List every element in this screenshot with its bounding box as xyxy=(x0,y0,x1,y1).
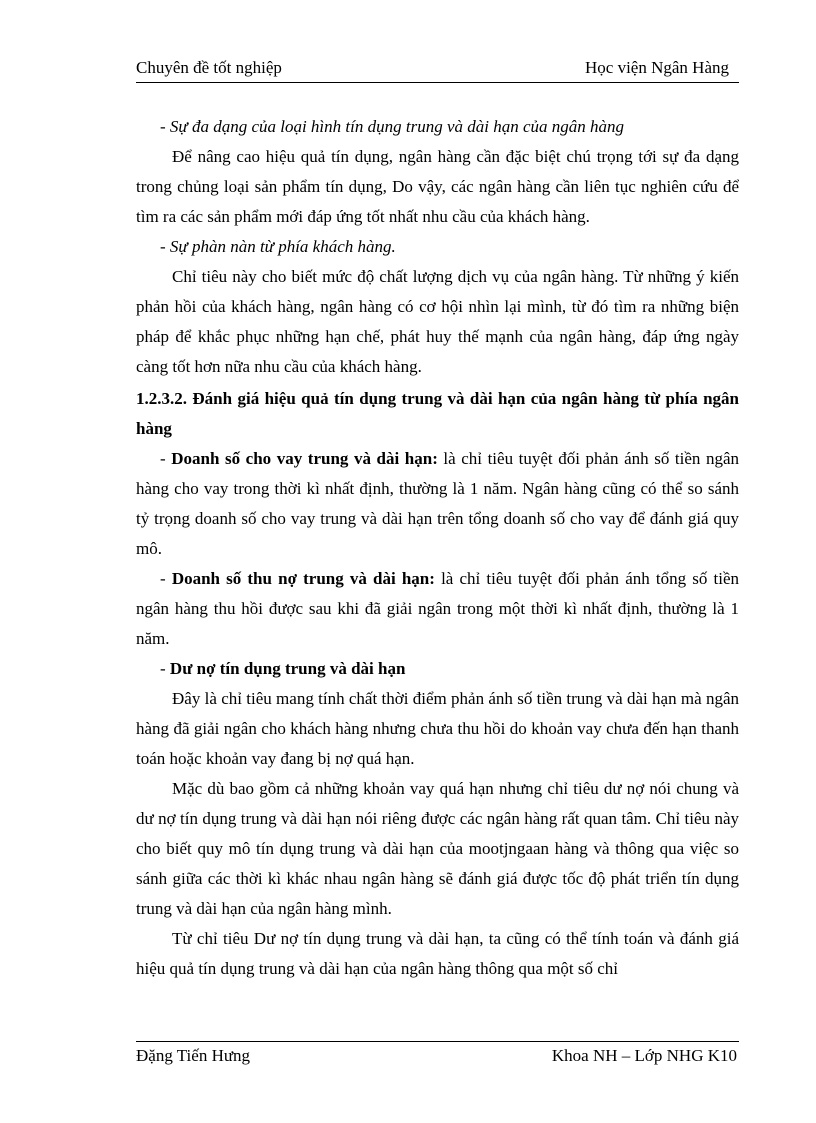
paragraph-outstanding-calculation: Từ chỉ tiêu Dư nợ tín dụng trung và dài hạn, ta cũng có thể tính toán và đánh giá hiệu quả tín dụng trung và dài hạn của ngân hàng thông qua một số chỉ xyxy=(136,929,739,978)
header-institution: Học viện Ngân Hàng xyxy=(585,58,729,77)
header-document-type: Chuyên đề tốt nghiệp xyxy=(136,58,282,77)
bullet-diversity: - Sự đa dạng của loại hình tín dụng trung và dài hạn của ngân hàng xyxy=(160,117,625,136)
footer-class: Khoa NH – Lớp NHG K10 xyxy=(551,1046,737,1065)
item-loan-sales: - Doanh số cho vay trung và dài hạn: là chỉ tiêu tuyệt đối phản ánh số tiền ngân hàng cho vay trong thời kì nhất định, thường là 1 năm. Ngân hàng cũng có thể so sánh tỷ trọng doanh số cho vay trung và dài hạn trên tổng doanh số cho vay để đánh giá quy mô. xyxy=(136,449,739,558)
bullet-diversity-text: Sự đa dạng của loại hình tín dụng trung và dài hạn của ngân hàng xyxy=(169,117,625,136)
paragraph-diversity: Để nâng cao hiệu quả tín dụng, ngân hàng cần đặc biệt chú trọng tới sự đa dạng trong chủng loại sản phẩm tín dụng, Do vậy, các ngân hàng cần liên tục nghiên cứu để tìm ra các sản phẩm mới đáp ứng tốt nhất nhu cầu của khách hàng. xyxy=(136,147,739,226)
footer-author: Đặng Tiến Hưng xyxy=(136,1046,251,1065)
item-outstanding-debt: - Dư nợ tín dụng trung và dài hạn xyxy=(160,659,406,678)
page-header xyxy=(136,56,739,83)
item-loan-sales-title: Doanh số cho vay trung và dài hạn: xyxy=(171,449,438,468)
bullet-complaints-text: Sự phàn nàn từ phía khách hàng. xyxy=(169,237,396,256)
item-outstanding-debt-title: Dư nợ tín dụng trung và dài hạn xyxy=(169,659,406,678)
bullet-complaints: - Sự phàn nàn từ phía khách hàng. xyxy=(160,237,396,256)
page-body xyxy=(136,112,739,984)
item-debt-collection-title: Doanh số thu nợ trung và dài hạn: xyxy=(171,569,435,588)
section-heading: 1.2.3.2. Đánh giá hiệu quả tín dụng trung và dài hạn của ngân hàng từ phía ngân hàng xyxy=(136,389,739,438)
item-debt-collection: - Doanh số thu nợ trung và dài hạn: là chỉ tiêu tuyệt đối phản ánh tổng số tiền ngân hàng thu hồi được sau khi đã giải ngân trong một thời kì nhất định, thường là 1 năm. xyxy=(136,569,740,648)
paragraph-outstanding-definition: Đây là chỉ tiêu mang tính chất thời điểm phản ánh số tiền trung và dài hạn mà ngân hàng đã giải ngân cho khách hàng nhưng chưa thu hồi do khoản vay chưa đến hạn thanh toán hoặc khoản vay đang bị nợ quá hạn. xyxy=(136,689,739,768)
paragraph-complaints: Chỉ tiêu này cho biết mức độ chất lượng dịch vụ của ngân hàng. Từ những ý kiến phản hồi của khách hàng, ngân hàng có cơ hội nhìn lại mình, từ đó tìm ra những biện pháp để khắc phục những hạn chế, phát huy thế mạnh của ngân hàng, đáp ứng ngày càng tốt hơn nữa nhu cầu của khách hàng. xyxy=(136,267,739,376)
paragraph-outstanding-importance: Mặc dù bao gồm cả những khoản vay quá hạn nhưng chỉ tiêu dư nợ nói chung và dư nợ tín dụng trung và dài hạn nói riêng được các ngân hàng rất quan tâm. Chỉ tiêu này cho biết quy mô tín dụng trung và dài hạn của mootjngaan hàng và thông qua việc so sánh giữa các thời kì khác nhau ngân hàng sẽ đánh giá được tốc độ phát triển tín dụng trung và dài hạn của ngân hàng mình. xyxy=(136,779,739,918)
item-debt-collection-text: là chỉ tiêu tuyệt đối phản ánh tổng số tiền ngân hàng thu hồi được sau khi đã giải ngân trong một thời kì nhất định, thường là 1 năm. xyxy=(136,569,740,648)
item-loan-sales-text: là chỉ tiêu tuyệt đối phản ánh số tiền ngân hàng cho vay trong thời kì nhất định, thường là 1 năm. Ngân hàng cũng có thể so sánh tỷ trọng doanh số cho vay trung và dài hạn trên tổng doanh số cho vay để đánh giá quy mô. xyxy=(136,449,739,558)
page-footer xyxy=(136,1041,739,1070)
